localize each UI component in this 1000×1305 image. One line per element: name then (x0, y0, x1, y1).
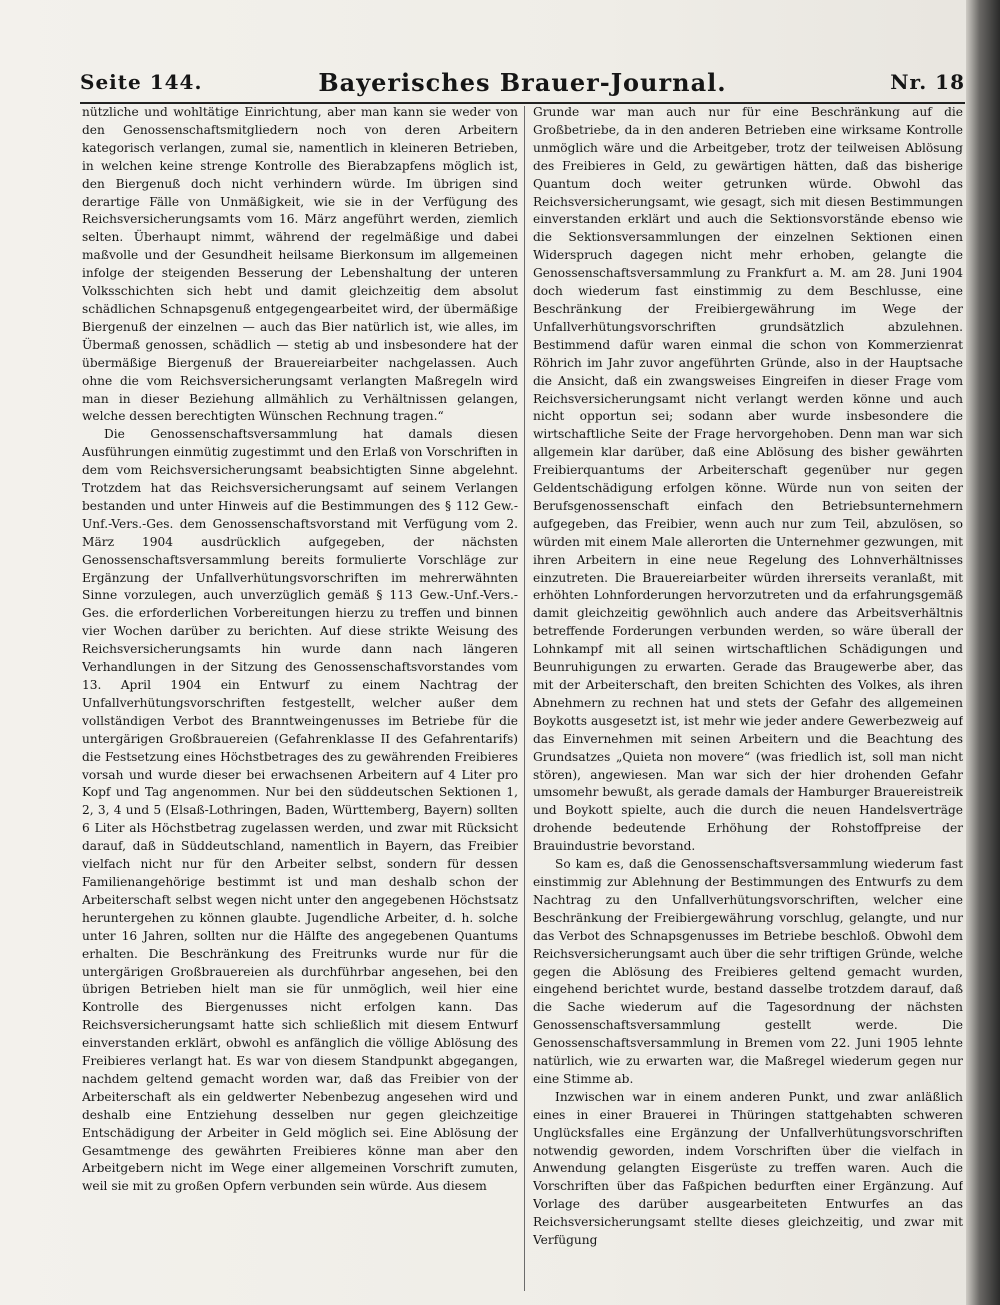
journal-title: Bayerisches Brauer-Journal. (318, 68, 727, 97)
paragraph: So kam es, daß die Genossenschaftsversammlung wiederum fast einstimmig zur Ablehnung der Bestimmungen des Entwurfs zu dem Nachtrag zu den Unfallverhütungsvorschriften, welcher eine Beschränkung der Freibiergewährung vorschlug, gelangte, und nur das Verbot des Schnapsgenusses im Betriebe beschloß. Obwohl dem Reichsversicherungsamt auch über die sehr triftigen Gründe, welche gegen die Ablösung des Freibieres geltend gemacht wurden, eingehend berichtet wurde, bestand dasselbe trotzdem darauf, daß die Sache wiederum auf die Tagesordnung der nächsten Genossenschaftsversammlung gestellt werde. Die Genossenschaftsversammlung in Bremen vom 22. Juni 1905 lehnte natürlich, wie zu erwarten war, die Maßregel wiederum gegen nur eine Stimme ab. (533, 857, 963, 1086)
scan-edge-shadow (966, 0, 1000, 1305)
left-column (82, 104, 518, 1294)
page-header (80, 68, 965, 104)
column-divider (524, 106, 525, 1291)
paragraph: Inzwischen war in einem anderen Punkt, und zwar anläßlich eines in einer Brauerei in Thüringen stattgehabten schweren Unglücksfalles eine Ergänzung der Unfallverhütungsvorschriften notwendig geworden, indem Vorschriften über die vielfach in Anwendung gelangten Eisgerüste zu treffen waren. Auch die Vorschriften über das Faßpichen bedurften einer Ergänzung. Auf Vorlage des darüber ausgearbeiteten Entwurfes an das Reichsversicherungsamt stellte dieses gleichzeitig, und zwar mit Verfügung (533, 1089, 963, 1248)
paragraph: Grunde war man auch nur für eine Beschränkung auf die Großbetriebe, da in den anderen Betrieben eine wirksame Kontrolle unmöglich wäre und die Arbeitgeber, trotz der teilweisen Ablösung des Freibieres in Geld, zu gewärtigen hätten, daß das bisherige Quantum doch weiter getrunken würde. Obwohl das Reichsversicherungsamt, wie gesagt, sich mit diesen Bestimmungen einverstanden erklärt und auch die Sektionsvorstände ebenso wie die Sektionsversammlungen der einzelnen Sektionen einen Widerspruch dagegen nicht mehr erhoben, gelangte die Genossenschaftsversammlung zu Frankfurt a. M. am 28. Juni 1904 doch wiederum fast einstimmig zu dem Beschlusse, eine Beschränkung der Freibiergewährung im Wege der Unfallverhütungsvorschriften grundsätzlich abzulehnen. Bestimmend dafür waren einmal die schon von Kommerzienrat Röhrich im Jahr zuvor angeführten Gründe, also in der Hauptsache die Ansicht, daß ein zwangsweises Eingreifen in dieser Frage vom Reichsversicherungsamt nicht verlangt werden könne und auch nicht opportun sei; sodann aber wurde insbesondere die wirtschaftliche Seite der Frage hervorgehoben. Denn man war sich allgemein klar darüber, daß eine Ablösung des bisher gewährten Freibierquantums der Arbeiterschaft gegenüber nur gegen Geldentschädigung erfolgen könne. Würde nun von seiten der Berufsgenossenschaft einfach den Betriebsunternehmern aufgegeben, das Freibier, wenn auch nur zum Teil, abzulösen, so würden mit einem Male allerorten die Unternehmer gezwungen, mit ihren Arbeitern in eine neue Regelung des Lohnverhältnisses einzutreten. Die Brauereiarbeiter würden ihrerseits veranlaßt, mit erhöhten Lohnforderungen hervorzutreten und da erfahrungsgemäß damit gleichzeitig gewöhnlich auch andere das Arbeitsverhältnis betreffende Forderungen verbunden werden, so wäre überall der Lohnkampf mit all seinen wirtschaftlichen Schädigungen und Beunruhigungen zu erwarten. Gerade das Braugewerbe aber, das mit der Arbeiterschaft, den breiten Schichten des Volkes, als ihren Abnehmern zu rechnen hat und stets der Gefahr des allgemeinen Boykotts ausgesetzt ist, ist mehr wie jeder andere Gewerbezweig auf das Einvernehmen mit seinen Arbeitern und die Beachtung des Grundsatzes „Quieta non movere“ (was friedlich ist, soll man nicht stören), angewiesen. Man war sich der hier drohenden Gefahr umsomehr bewußt, als gerade damals der Hamburger Brauereistreik und Boykott spielte, auch die durch die neuen Handelsverträge drohende bedeutende Erhöhung der Rohstoffpreise der Brauindustrie bevorstand. (533, 105, 963, 854)
paragraph: Die Genossenschaftsversammlung hat damals diesen Ausführungen einmütig zugestimmt und den Erlaß von Vorschriften in dem vom Reichsversicherungsamt beabsichtigten Sinne abgelehnt. Trotzdem hat das Reichsversicherungsamt auf seinem Verlangen bestanden und unter Hinweis auf die Bestimmungen des § 112 Gew.-Unf.-Vers.-Ges. dem Genossenschaftsvorstand mit Verfügung vom 2. März 1904 ausdrücklich aufgegeben, der nächsten Genossenschaftsversammlung bereits formulierte Vorschläge zur Ergänzung der Unfallverhütungsvorschriften im mehrerwähnten Sinne vorzulegen, auch unverzüglich gemäß § 113 Gew.-Unf.-Vers.-Ges. die erforderlichen Vorbereitungen hierzu zu treffen und binnen vier Wochen darüber zu berichten. Auf diese strikte Weisung des Reichsversicherungsamts hin wurde dann nach längeren Verhandlungen in der Sitzung des Genossenschaftsvorstandes vom 13. April 1904 ein Entwurf zu einem Nachtrag der Unfallverhütungsvorschriften festgestellt, welcher außer dem vollständigen Verbot des Branntweingenusses im Betriebe für die untergärigen Großbrauereien (Gefahrenklasse II des Gefahrentarifs) die Festsetzung eines Höchstbetrages des zu gewährenden Freibieres vorsah und wurde dieser bei erwachsenen Arbeitern auf 4 Liter pro Kopf und Tag angenommen. Nur bei den süddeutschen Sektionen 1, 2, 3, 4 und 5 (Elsaß-Lothringen, Baden, Württemberg, Bayern) sollten 6 Liter als Höchstbetrag zugelassen werden, und zwar mit Rücksicht darauf, daß in Süddeutschland, namentlich in Bayern, das Freibier vielfach nicht nur für den Arbeiter selbst, sondern für dessen Familienangehörige bestimmt ist und man deshalb schon der Arbeiterschaft selbst wegen nicht unter den angegebenen Höchstsatz heruntergehen zu können glaubte. Jugendliche Arbeiter, d. h. solche unter 16 Jahren, sollten nur die Hälfte des angegebenen Quantums erhalten. Die Beschränkung des Freitrunks wurde nur für die untergärigen Großbrauereien als durchführbar angesehen, bei den übrigen Betrieben hielt man sie für unmöglich, weil hier eine Kontrolle des Biergenusses nicht erfolgen kann. Das Reichsversicherungsamt hatte sich schließlich mit diesem Entwurf einverstanden erklärt, obwohl es anfänglich die völlige Ablösung des Freibieres verlangt hat. Es war von diesem Standpunkt abgegangen, nachdem geltend gemacht worden war, daß das Freibier von der Arbeiterschaft als ein geldwerter Nebenbezug angesehen wird und deshalb eine Entziehung desselben nur gegen gleichzeitige Entschädigung der Arbeiter in Geld möglich sei. Eine Ablösung der Gesamtmenge des gewährten Freibieres könne man aber den Arbeitgebern nicht im Wege einer allgemeinen Vorschrift zumuten, weil sie mit zu großen Opfern verbunden sein würde. Aus diesem (82, 427, 518, 1194)
page-number: Seite 144. (80, 70, 203, 94)
right-column (533, 104, 963, 1294)
paragraph: nützliche und wohltätige Einrichtung, aber man kann sie weder von den Genossenschaftsmitgliedern noch von deren Arbeitern kategorisch verlangen, zumal sie, namentlich in kleineren Betrieben, in welchen keine strenge Kontrolle des Bierabzapfens möglich ist, den Biergenuß doch nicht verhindern würde. Im übrigen sind derartige Fälle von Unmäßigkeit, wie sie in der Verfügung des Reichsversicherungsamts vom 16. März angeführt werden, ziemlich selten. Überhaupt nimmt, während der regelmäßige und dabei maßvolle und der Gesundheit heilsame Bierkonsum im allgemeinen infolge der steigenden Besserung der Lebenshaltung der unteren Volksschichten sich hebt und damit gleichzeitig dem absolut schädlichen Schnapsgenuß entgegengearbeitet wird, der übermäßige Biergenuß der einzelnen — auch das Bier natürlich ist, wie alles, im Übermaß genossen, schädlich — stetig ab und insbesondere hat der übermäßige Biergenuß der Brauereiarbeiter nachgelassen. Auch ohne die vom Reichsversicherungsamt verlangten Maßregeln wird man in dieser Beziehung allmählich zu Verhältnissen gelangen, welche dessen berechtigten Wünschen Rechnung tragen.“ (82, 105, 518, 424)
issue-number: Nr. 18 (890, 70, 965, 94)
